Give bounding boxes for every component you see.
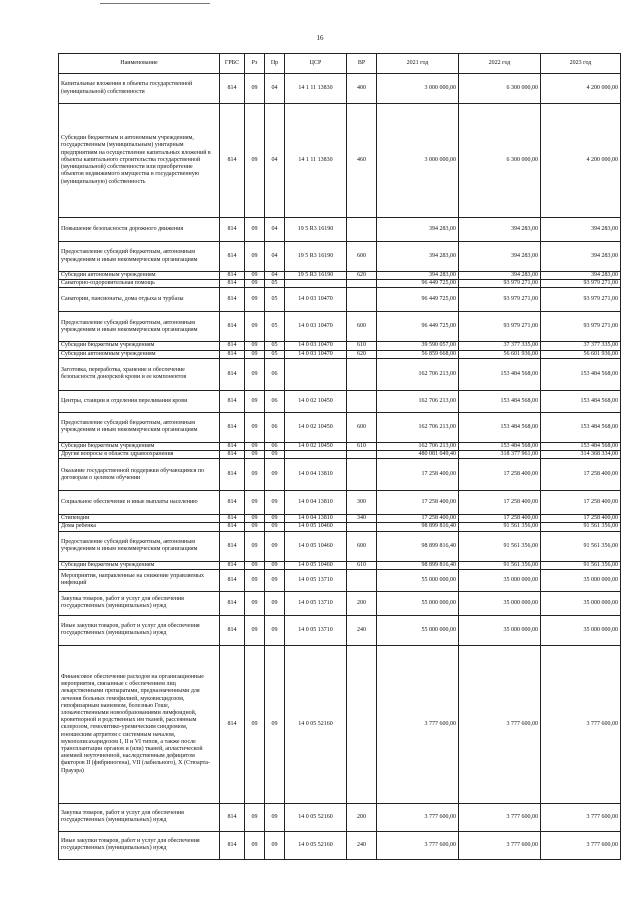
cell-y2023: 35 000 000,00 <box>541 569 621 591</box>
cell-csr: 14 0 05 10460 <box>285 523 347 531</box>
cell-pr: 05 <box>265 350 285 358</box>
cell-y2023: 56 601 936,00 <box>541 350 621 358</box>
cell-name: Иные закупки товаров, работ и услуг для обеспечения государственных (муниципальных) нужд <box>59 831 220 859</box>
cell-y2022: 394 283,00 <box>459 242 541 272</box>
cell-y2021: 96 449 725,00 <box>377 280 459 288</box>
cell-grbs: 814 <box>220 104 245 218</box>
table-row <box>59 272 621 280</box>
cell-y2021: 96 449 725,00 <box>377 288 459 312</box>
cell-y2022: 17 258 400,00 <box>459 515 541 523</box>
scan-artifact-line <box>100 3 210 4</box>
cell-csr: 14 0 05 10460 <box>285 561 347 569</box>
cell-vr: 300 <box>347 491 377 515</box>
cell-csr: 14 0 04 13810 <box>285 459 347 491</box>
cell-pr: 09 <box>265 491 285 515</box>
cell-name: Субсидии бюджетным и автономным учреждениям, государственным (муниципальным) унитарным предприятиям на осуществление капитальных вложений в объекты капитального строительства государственной (муниципальной) собственности или приобретение объектов недвижимого имущества в государственную (муниципальную) собственность <box>59 104 220 218</box>
cell-rz: 09 <box>245 523 265 531</box>
cell-vr: 610 <box>347 342 377 350</box>
cell-csr: 14 0 05 52160 <box>285 645 347 803</box>
cell-y2022: 56 601 936,00 <box>459 350 541 358</box>
cell-vr: 610 <box>347 561 377 569</box>
cell-name: Субсидии бюджетным учреждениям <box>59 442 220 450</box>
table-row <box>59 523 621 531</box>
cell-grbs: 814 <box>220 615 245 645</box>
cell-y2023: 153 484 568,00 <box>541 412 621 442</box>
cell-y2021: 394 283,00 <box>377 218 459 242</box>
cell-csr: 14 0 03 10470 <box>285 342 347 350</box>
cell-vr: 240 <box>347 615 377 645</box>
cell-name: Закупка товаров, работ и услуг для обеспечения государственных (муниципальных) нужд <box>59 591 220 615</box>
budget-table <box>58 53 621 860</box>
cell-vr: 460 <box>347 104 377 218</box>
cell-y2023: 91 561 356,00 <box>541 561 621 569</box>
cell-grbs: 814 <box>220 831 245 859</box>
cell-rz: 09 <box>245 390 265 412</box>
cell-pr: 09 <box>265 561 285 569</box>
cell-rz: 09 <box>245 459 265 491</box>
cell-pr: 09 <box>265 523 285 531</box>
cell-y2022: 394 283,00 <box>459 272 541 280</box>
table-row <box>59 569 621 591</box>
cell-y2023: 3 777 600,00 <box>541 831 621 859</box>
cell-rz: 09 <box>245 442 265 450</box>
cell-y2022: 6 300 000,00 <box>459 104 541 218</box>
cell-grbs: 814 <box>220 459 245 491</box>
cell-grbs: 814 <box>220 342 245 350</box>
cell-name: Субсидии автономным учреждениям <box>59 272 220 280</box>
cell-vr <box>347 358 377 390</box>
cell-rz: 09 <box>245 451 265 459</box>
table-header-row <box>59 54 621 74</box>
cell-y2021: 3 000 000,00 <box>377 104 459 218</box>
cell-rz: 09 <box>245 272 265 280</box>
table-row <box>59 831 621 859</box>
cell-y2021: 3 000 000,00 <box>377 74 459 104</box>
cell-y2022: 3 777 600,00 <box>459 645 541 803</box>
cell-rz: 09 <box>245 312 265 342</box>
header-2022: 2022 год <box>459 54 541 74</box>
cell-y2021: 98 899 816,40 <box>377 531 459 561</box>
cell-name: Иные закупки товаров, работ и услуг для обеспечения государственных (муниципальных) нужд <box>59 615 220 645</box>
cell-grbs: 814 <box>220 569 245 591</box>
cell-grbs: 814 <box>220 531 245 561</box>
cell-y2023: 93 979 271,00 <box>541 280 621 288</box>
cell-grbs: 814 <box>220 350 245 358</box>
cell-vr <box>347 569 377 591</box>
cell-name: Предоставление субсидий бюджетным, автономным учреждениям и иным некоммерческим организациям <box>59 242 220 272</box>
cell-csr <box>285 358 347 390</box>
cell-pr: 09 <box>265 569 285 591</box>
cell-vr: 600 <box>347 412 377 442</box>
cell-pr: 06 <box>265 412 285 442</box>
cell-vr: 600 <box>347 531 377 561</box>
cell-y2021: 394 283,00 <box>377 272 459 280</box>
cell-vr <box>347 288 377 312</box>
cell-y2021: 96 449 725,00 <box>377 312 459 342</box>
cell-y2022: 93 979 271,00 <box>459 312 541 342</box>
cell-pr: 05 <box>265 280 285 288</box>
table-row <box>59 358 621 390</box>
cell-vr <box>347 459 377 491</box>
cell-y2021: 17 258 400,00 <box>377 515 459 523</box>
cell-y2021: 17 258 400,00 <box>377 491 459 515</box>
cell-y2022: 3 777 600,00 <box>459 803 541 831</box>
cell-y2023: 17 258 400,00 <box>541 515 621 523</box>
table-row <box>59 218 621 242</box>
cell-name: Предоставление субсидий бюджетным, автономным учреждениям и иным некоммерческим организациям <box>59 312 220 342</box>
cell-rz: 09 <box>245 515 265 523</box>
cell-vr <box>347 523 377 531</box>
cell-y2021: 55 000 000,00 <box>377 615 459 645</box>
cell-rz: 09 <box>245 288 265 312</box>
table-body <box>59 74 621 860</box>
cell-rz: 09 <box>245 561 265 569</box>
cell-y2023: 35 000 000,00 <box>541 615 621 645</box>
page-number: 16 <box>316 34 324 42</box>
cell-pr: 06 <box>265 358 285 390</box>
cell-grbs: 814 <box>220 288 245 312</box>
cell-csr: 19 5 R3 16190 <box>285 218 347 242</box>
cell-csr: 14 0 05 13710 <box>285 591 347 615</box>
cell-pr: 04 <box>265 104 285 218</box>
cell-csr: 14 0 02 10450 <box>285 412 347 442</box>
cell-rz: 09 <box>245 831 265 859</box>
cell-y2021: 56 859 668,00 <box>377 350 459 358</box>
cell-pr: 09 <box>265 451 285 459</box>
cell-csr: 14 0 04 13810 <box>285 491 347 515</box>
header-rz: Рз <box>245 54 265 74</box>
table-row <box>59 459 621 491</box>
cell-csr: 14 0 03 10470 <box>285 288 347 312</box>
cell-pr: 04 <box>265 242 285 272</box>
cell-vr: 600 <box>347 312 377 342</box>
cell-grbs: 814 <box>220 645 245 803</box>
table-row <box>59 515 621 523</box>
cell-y2021: 162 706 213,00 <box>377 358 459 390</box>
cell-pr: 04 <box>265 74 285 104</box>
cell-pr: 05 <box>265 312 285 342</box>
cell-grbs: 814 <box>220 312 245 342</box>
cell-y2021: 3 777 600,00 <box>377 831 459 859</box>
cell-y2021: 98 899 816,40 <box>377 561 459 569</box>
cell-vr <box>347 451 377 459</box>
cell-y2021: 162 706 213,00 <box>377 412 459 442</box>
cell-y2021: 98 899 816,40 <box>377 523 459 531</box>
cell-y2023: 394 283,00 <box>541 272 621 280</box>
cell-name: Предоставление субсидий бюджетным, автономным учреждениям и иным некоммерческим организациям <box>59 531 220 561</box>
table-row <box>59 242 621 272</box>
table-row <box>59 442 621 450</box>
cell-vr: 610 <box>347 442 377 450</box>
cell-y2022: 153 484 568,00 <box>459 412 541 442</box>
cell-y2021: 394 283,00 <box>377 242 459 272</box>
cell-rz: 09 <box>245 74 265 104</box>
cell-name: Санатории, пансионаты, дома отдыха и турбазы <box>59 288 220 312</box>
cell-y2022: 17 258 400,00 <box>459 491 541 515</box>
cell-vr: 400 <box>347 74 377 104</box>
cell-rz: 09 <box>245 104 265 218</box>
cell-vr: 340 <box>347 515 377 523</box>
table-row <box>59 561 621 569</box>
cell-pr: 06 <box>265 390 285 412</box>
cell-y2023: 153 484 568,00 <box>541 442 621 450</box>
cell-y2023: 93 979 271,00 <box>541 288 621 312</box>
cell-pr: 09 <box>265 645 285 803</box>
cell-vr: 620 <box>347 272 377 280</box>
cell-csr <box>285 451 347 459</box>
table-row <box>59 390 621 412</box>
cell-name: Финансовое обеспечение расходов на организационные мероприятия, связанные с обеспечением лиц лекарственными препаратами, предназначенными для лечения больных гемофилией, муковисцидозом, гипофизарным нанизмом, болезнью Гоше, злокачественными новообразованиями лимфоидной, кроветворной и родственных им тканей, рассеянным склерозом, гемолитико-уремическим синдромом, юношеским артритом с системным началом, мукополисахаридозом I, II и VI типов, а также после трансплантации органов и (или) тканей, апластической анемией неуточненной, наследственным дефицитом факторов II (фибриногена), VII (лабильного), X (Стюарта-Прауэра) <box>59 645 220 803</box>
cell-pr: 09 <box>265 531 285 561</box>
cell-csr: 14 0 05 52160 <box>285 803 347 831</box>
cell-vr <box>347 645 377 803</box>
cell-grbs: 814 <box>220 561 245 569</box>
cell-y2022: 153 484 568,00 <box>459 358 541 390</box>
cell-y2023: 35 000 000,00 <box>541 591 621 615</box>
table-row <box>59 451 621 459</box>
cell-csr: 14 0 05 10460 <box>285 531 347 561</box>
cell-rz: 09 <box>245 342 265 350</box>
cell-rz: 09 <box>245 491 265 515</box>
cell-name: Заготовка, переработка, хранение и обеспечение безопасности донорской крови и ее компонентов <box>59 358 220 390</box>
cell-y2022: 3 777 600,00 <box>459 831 541 859</box>
header-2021: 2021 год <box>377 54 459 74</box>
cell-csr: 14 1 11 13830 <box>285 104 347 218</box>
cell-pr: 09 <box>265 831 285 859</box>
table-row <box>59 803 621 831</box>
cell-name: Повышение безопасности дорожного движения <box>59 218 220 242</box>
table-row <box>59 645 621 803</box>
cell-name: Закупка товаров, работ и услуг для обеспечения государственных (муниципальных) нужд <box>59 803 220 831</box>
table-row <box>59 350 621 358</box>
cell-y2023: 153 484 568,00 <box>541 390 621 412</box>
cell-y2022: 35 000 000,00 <box>459 615 541 645</box>
cell-name: Субсидии бюджетным учреждениям <box>59 561 220 569</box>
cell-rz: 09 <box>245 358 265 390</box>
cell-grbs: 814 <box>220 272 245 280</box>
cell-vr: 620 <box>347 350 377 358</box>
cell-y2022: 17 258 400,00 <box>459 459 541 491</box>
cell-grbs: 814 <box>220 390 245 412</box>
cell-rz: 09 <box>245 591 265 615</box>
cell-y2023: 91 561 356,00 <box>541 531 621 561</box>
cell-grbs: 814 <box>220 803 245 831</box>
cell-y2022: 35 000 000,00 <box>459 569 541 591</box>
cell-csr: 14 0 02 10450 <box>285 390 347 412</box>
cell-y2023: 394 283,00 <box>541 218 621 242</box>
cell-csr: 14 0 03 10470 <box>285 312 347 342</box>
cell-y2022: 35 000 000,00 <box>459 591 541 615</box>
cell-name: Стипендии <box>59 515 220 523</box>
cell-y2021: 55 000 000,00 <box>377 591 459 615</box>
cell-y2021: 55 000 000,00 <box>377 569 459 591</box>
cell-y2021: 480 081 049,40 <box>377 451 459 459</box>
cell-pr: 04 <box>265 272 285 280</box>
cell-name: Мероприятия, направленные на снижение управляемых инфекций <box>59 569 220 591</box>
cell-rz: 09 <box>245 803 265 831</box>
cell-pr: 05 <box>265 342 285 350</box>
cell-y2021: 3 777 600,00 <box>377 803 459 831</box>
cell-y2022: 91 561 356,00 <box>459 531 541 561</box>
cell-vr <box>347 218 377 242</box>
cell-csr: 14 0 05 52160 <box>285 831 347 859</box>
cell-y2023: 17 258 400,00 <box>541 491 621 515</box>
cell-pr: 09 <box>265 459 285 491</box>
cell-name: Субсидии автономным учреждениям <box>59 350 220 358</box>
cell-rz: 09 <box>245 280 265 288</box>
cell-y2023: 153 484 568,00 <box>541 358 621 390</box>
cell-vr: 200 <box>347 591 377 615</box>
cell-vr <box>347 280 377 288</box>
cell-pr: 09 <box>265 515 285 523</box>
cell-name: Дома ребенка <box>59 523 220 531</box>
cell-rz: 09 <box>245 615 265 645</box>
table-row <box>59 412 621 442</box>
cell-pr: 09 <box>265 591 285 615</box>
cell-name: Центры, станции и отделения переливания крови <box>59 390 220 412</box>
cell-vr: 200 <box>347 803 377 831</box>
cell-name: Оказание государственной поддержки обучающимся по договорам о целевом обучении <box>59 459 220 491</box>
table-row <box>59 591 621 615</box>
cell-grbs: 814 <box>220 74 245 104</box>
cell-name: Предоставление субсидий бюджетным, автономным учреждениям и иным некоммерческим организациям <box>59 412 220 442</box>
cell-grbs: 814 <box>220 358 245 390</box>
cell-grbs: 814 <box>220 242 245 272</box>
cell-name: Социальное обеспечение и иные выплаты населению <box>59 491 220 515</box>
cell-rz: 09 <box>245 645 265 803</box>
cell-grbs: 814 <box>220 491 245 515</box>
cell-rz: 09 <box>245 531 265 561</box>
cell-grbs: 814 <box>220 442 245 450</box>
table-row <box>59 104 621 218</box>
cell-grbs: 814 <box>220 523 245 531</box>
cell-csr: 14 0 04 13810 <box>285 515 347 523</box>
header-vr: ВР <box>347 54 377 74</box>
cell-y2021: 162 706 213,00 <box>377 442 459 450</box>
cell-rz: 09 <box>245 350 265 358</box>
header-2023: 2023 год <box>541 54 621 74</box>
cell-csr: 14 0 03 10470 <box>285 350 347 358</box>
cell-vr: 600 <box>347 242 377 272</box>
cell-y2022: 37 377 335,00 <box>459 342 541 350</box>
cell-y2022: 394 283,00 <box>459 218 541 242</box>
cell-y2022: 318 377 961,00 <box>459 451 541 459</box>
cell-csr: 19 5 R3 16190 <box>285 242 347 272</box>
cell-pr: 06 <box>265 442 285 450</box>
cell-grbs: 814 <box>220 218 245 242</box>
cell-y2022: 93 979 271,00 <box>459 288 541 312</box>
cell-rz: 09 <box>245 218 265 242</box>
header-name: Наименование <box>59 54 220 74</box>
cell-vr: 240 <box>347 831 377 859</box>
table-row <box>59 312 621 342</box>
header-pr: Пр <box>265 54 285 74</box>
cell-csr: 14 1 11 13830 <box>285 74 347 104</box>
cell-rz: 09 <box>245 242 265 272</box>
cell-name: Другие вопросы в области здравоохранения <box>59 451 220 459</box>
cell-pr: 05 <box>265 288 285 312</box>
cell-grbs: 814 <box>220 280 245 288</box>
cell-y2022: 91 561 356,00 <box>459 523 541 531</box>
cell-y2023: 4 200 000,00 <box>541 104 621 218</box>
cell-pr: 04 <box>265 218 285 242</box>
cell-rz: 09 <box>245 569 265 591</box>
cell-y2022: 153 484 568,00 <box>459 390 541 412</box>
cell-y2022: 6 300 000,00 <box>459 74 541 104</box>
cell-y2023: 4 200 000,00 <box>541 74 621 104</box>
cell-csr: 14 0 05 13710 <box>285 615 347 645</box>
cell-grbs: 814 <box>220 515 245 523</box>
cell-vr <box>347 390 377 412</box>
cell-y2023: 17 258 400,00 <box>541 459 621 491</box>
cell-y2023: 3 777 600,00 <box>541 803 621 831</box>
cell-y2023: 394 283,00 <box>541 242 621 272</box>
cell-y2021: 17 258 400,00 <box>377 459 459 491</box>
cell-csr: 14 0 02 10450 <box>285 442 347 450</box>
cell-rz: 09 <box>245 412 265 442</box>
cell-csr: 14 0 05 13710 <box>285 569 347 591</box>
cell-pr: 09 <box>265 803 285 831</box>
cell-name: Капитальные вложения в объекты государственной (муниципальной) собственности <box>59 74 220 104</box>
table-row <box>59 615 621 645</box>
cell-y2023: 91 561 356,00 <box>541 523 621 531</box>
cell-pr: 09 <box>265 615 285 645</box>
cell-y2022: 93 979 271,00 <box>459 280 541 288</box>
table-row <box>59 74 621 104</box>
cell-y2022: 153 484 568,00 <box>459 442 541 450</box>
cell-y2021: 3 777 600,00 <box>377 645 459 803</box>
header-grbs: ГРБС <box>220 54 245 74</box>
header-csr: ЦСР <box>285 54 347 74</box>
cell-y2023: 3 777 600,00 <box>541 645 621 803</box>
cell-csr <box>285 280 347 288</box>
cell-grbs: 814 <box>220 451 245 459</box>
cell-y2021: 39 590 057,00 <box>377 342 459 350</box>
cell-name: Санаторно-оздоровительная помощь <box>59 280 220 288</box>
cell-name: Субсидии бюджетным учреждениям <box>59 342 220 350</box>
table-row <box>59 288 621 312</box>
cell-grbs: 814 <box>220 412 245 442</box>
cell-y2023: 93 979 271,00 <box>541 312 621 342</box>
cell-csr: 19 5 R3 16190 <box>285 272 347 280</box>
cell-y2021: 162 706 213,00 <box>377 390 459 412</box>
table-row <box>59 280 621 288</box>
table-row <box>59 531 621 561</box>
cell-y2023: 37 377 335,00 <box>541 342 621 350</box>
cell-y2022: 91 561 356,00 <box>459 561 541 569</box>
cell-grbs: 814 <box>220 591 245 615</box>
table-row <box>59 342 621 350</box>
table-row <box>59 491 621 515</box>
cell-y2023: 314 368 334,00 <box>541 451 621 459</box>
